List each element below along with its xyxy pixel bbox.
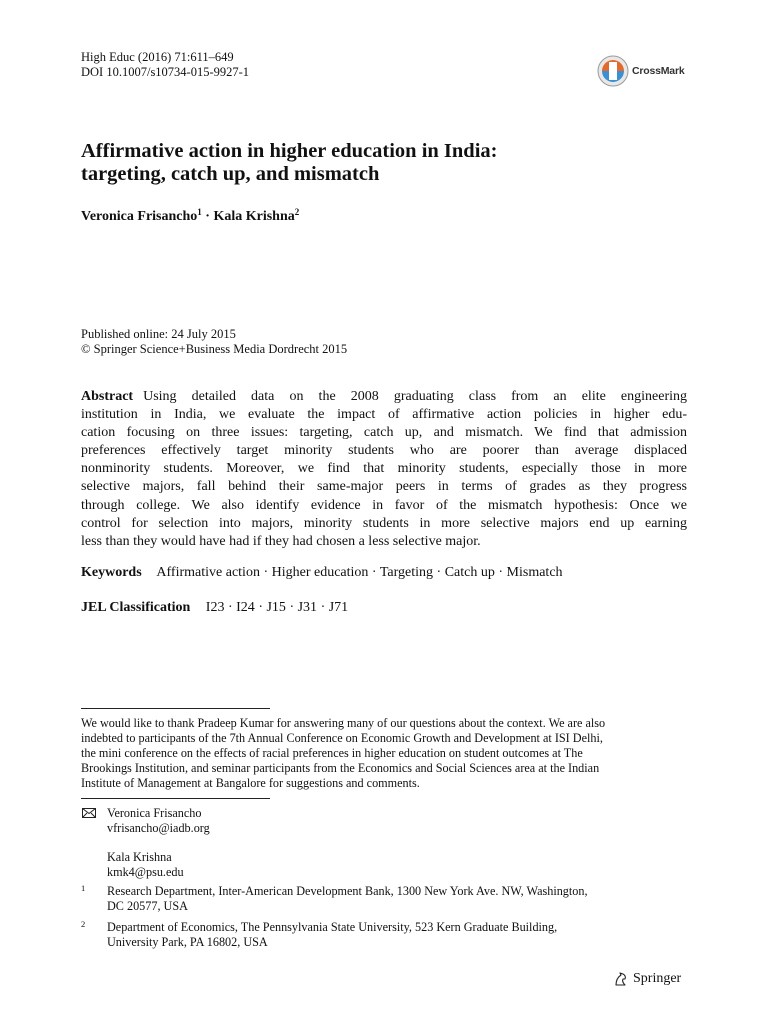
footnote-rule bbox=[81, 708, 270, 709]
keyword-separator: · bbox=[263, 565, 269, 580]
published-date: Published online: 24 July 2015 bbox=[81, 327, 236, 341]
publication-info bbox=[81, 327, 347, 357]
title-line-1: Affirmative action in higher education in India: bbox=[81, 140, 498, 162]
crossmark-icon bbox=[597, 55, 629, 87]
jel-separator: · bbox=[227, 600, 233, 615]
acknowledgement-line: Institute of Management at Bangalore for suggestions and comments. bbox=[81, 776, 420, 790]
footnote-line: Research Department, Inter-American Development Bank, 1300 New York Ave. NW, Washington, bbox=[107, 884, 588, 898]
jel-heading: JEL Classification bbox=[81, 600, 191, 615]
contact-name: Veronica Frisancho bbox=[107, 806, 202, 820]
journal-citation: High Educ (2016) 71:611–649 bbox=[81, 50, 234, 64]
journal-header bbox=[81, 50, 249, 80]
abstract bbox=[81, 388, 687, 551]
footnote-line: Department of Economics, The Pennsylvania State University, 523 Kern Graduate Building, bbox=[107, 920, 558, 934]
keyword-separator: · bbox=[371, 565, 377, 580]
jel-separator: · bbox=[320, 600, 326, 615]
jel-code: I24 bbox=[236, 600, 255, 615]
abstract-heading: Abstract bbox=[81, 389, 134, 404]
title-line-2: targeting, catch up, and mismatch bbox=[81, 163, 380, 185]
springer-horse-icon bbox=[613, 971, 629, 987]
contact-entry bbox=[81, 806, 210, 836]
keyword: Targeting bbox=[379, 565, 434, 580]
author-list bbox=[81, 209, 299, 225]
keyword: Higher education bbox=[271, 565, 369, 580]
acknowledgement-line: the mini conference on the effects of racial preferences in higher education on student outcomes at The bbox=[81, 746, 583, 760]
author-affiliation-mark: 2 bbox=[294, 207, 300, 217]
jel-code: I23 bbox=[205, 600, 225, 615]
keyword-separator: · bbox=[498, 565, 504, 580]
author-affiliation-mark: 1 bbox=[197, 207, 202, 217]
publisher-name: Springer bbox=[633, 971, 682, 986]
acknowledgement-note bbox=[81, 716, 687, 791]
keyword: Catch up bbox=[444, 565, 495, 580]
keywords bbox=[81, 565, 563, 581]
abstract-line: through college. We also identify evidence in favor of the mismatch hypothesis: Once we bbox=[81, 497, 687, 513]
copyright: © Springer Science+Business Media Dordrecht 2015 bbox=[81, 342, 348, 356]
contact-email[interactable]: kmk4@psu.edu bbox=[107, 865, 184, 879]
contact-name: Kala Krishna bbox=[107, 850, 172, 864]
envelope-icon bbox=[82, 808, 96, 818]
footnote-number: 1 bbox=[81, 883, 86, 893]
contact-entry bbox=[81, 850, 210, 880]
jel-separator: · bbox=[289, 600, 295, 615]
jel-code: J71 bbox=[328, 600, 349, 615]
abstract-line: nonminority students. Moreover, we find that minority students, especially those in more bbox=[81, 461, 687, 477]
contact-email[interactable]: vfrisancho@iadb.org bbox=[107, 821, 210, 835]
keyword: Mismatch bbox=[506, 565, 563, 580]
footnote bbox=[81, 884, 687, 914]
abstract-line: control for selection into majors, minority students in more selective majors end up earning bbox=[81, 515, 687, 531]
keyword: Affirmative action bbox=[156, 565, 260, 580]
footnote bbox=[81, 920, 687, 950]
acknowledgement-line: We would like to thank Pradeep Kumar for answering many of our questions about the context. We are also bbox=[81, 716, 606, 730]
crossmark-badge[interactable] bbox=[597, 55, 684, 87]
jel-separator: · bbox=[258, 600, 263, 615]
author-name[interactable]: Kala Krishna bbox=[213, 209, 295, 224]
abstract-line: cation focusing on three issues: targeting, catch up, and mismatch. We find that admission bbox=[81, 425, 687, 441]
corresponding-authors bbox=[81, 806, 210, 880]
footnote-line: DC 20577, USA bbox=[107, 899, 188, 913]
abstract-line: less than they would have had if they had chosen a less selective major. bbox=[81, 533, 481, 549]
abstract-line: selective majors, fall behind their same-major peers in terms of grades as they progress bbox=[81, 479, 687, 495]
keyword-separator: · bbox=[436, 565, 442, 580]
article-title bbox=[81, 140, 681, 186]
footnote-line: University Park, PA 16802, USA bbox=[107, 935, 268, 949]
keywords-heading: Keywords bbox=[81, 565, 142, 580]
jel-code: J15 bbox=[266, 600, 286, 615]
doi[interactable]: DOI 10.1007/s10734-015-9927-1 bbox=[81, 65, 250, 79]
abstract-line: preferences effectively target minority students who are poorer than average displaced bbox=[81, 443, 687, 459]
footnote-number: 2 bbox=[81, 919, 86, 929]
abstract-line bbox=[81, 388, 687, 406]
author-name[interactable]: Veronica Frisancho bbox=[81, 209, 198, 224]
jel-classification bbox=[81, 600, 348, 616]
footnote-rule bbox=[81, 798, 270, 799]
jel-code: J31 bbox=[297, 600, 318, 615]
acknowledgement-line: Brookings Institution, and seminar participants from the Economics and Social Sciences area at the Indian bbox=[81, 761, 600, 775]
crossmark-label: CrossMark bbox=[632, 65, 685, 77]
abstract-line: institution in India, we evaluate the impact of affirmative action policies in higher edu- bbox=[81, 407, 687, 423]
abstract-text: Using detailed data on the 2008 graduating class from an elite engineering bbox=[143, 389, 687, 404]
author-separator: · bbox=[205, 209, 210, 224]
publisher-logo bbox=[613, 971, 681, 987]
acknowledgement-line: indebted to participants of the 7th Annual Conference on Economic Growth and Development at ISI Delhi, bbox=[81, 731, 603, 745]
